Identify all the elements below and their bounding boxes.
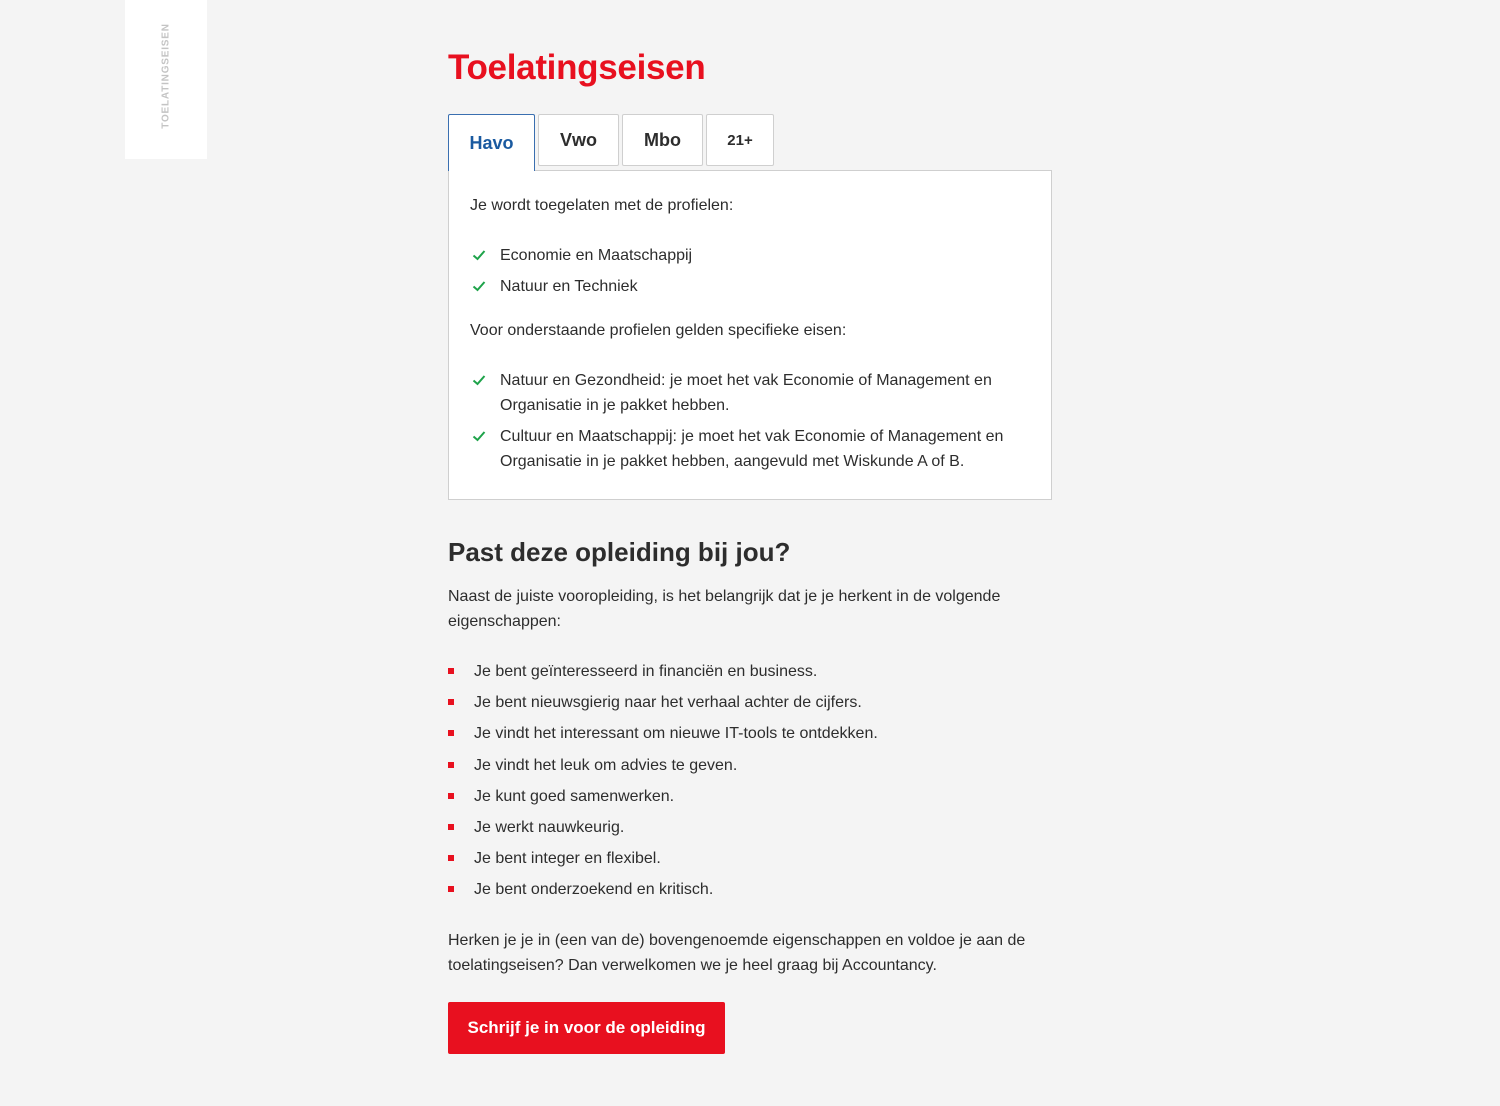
trait-label: Je kunt goed samenwerken. <box>474 787 675 805</box>
specific-list <box>470 368 1030 474</box>
list-item <box>448 846 878 871</box>
traits-list <box>448 659 878 909</box>
check-icon <box>472 248 486 262</box>
list-item <box>448 753 878 778</box>
tab-mbo[interactable]: Mbo <box>622 114 703 166</box>
bullet-icon <box>448 793 454 799</box>
bullet-icon <box>448 855 454 861</box>
profile-label: Economie en Maatschappij <box>500 247 693 264</box>
list-item <box>448 721 878 746</box>
tab-havo[interactable]: Havo <box>448 114 535 171</box>
profile-list <box>470 243 1030 299</box>
bullet-icon <box>448 730 454 736</box>
page-title: Toelatingseisen <box>448 48 706 87</box>
check-icon <box>472 279 486 293</box>
fit-outro: Herken je je in (een van de) bovengenoemde eigenschappen en voldoe je aan de toelatingseisen? Dan verwelkomen we je heel graag bij Accountancy. <box>448 932 1026 974</box>
bullet-icon <box>448 668 454 674</box>
list-item <box>470 243 1030 268</box>
bullet-icon <box>448 699 454 705</box>
list-item <box>448 659 878 684</box>
trait-label: Je bent geïnteresseerd in financiën en business. <box>474 663 818 680</box>
trait-label: Je vindt het leuk om advies te geven. <box>474 756 738 774</box>
profile-label: Natuur en Techniek <box>500 278 638 295</box>
check-icon <box>472 429 486 443</box>
list-item <box>448 815 878 840</box>
side-label-text: TOELATINGSEISEN <box>160 23 172 129</box>
specific-label: Natuur en Gezondheid: je moet het vak Economie of Management en Organisatie in je pakket hebben. <box>500 372 992 414</box>
trait-label: Je bent nieuwsgierig naar het verhaal achter de cijfers. <box>474 694 862 712</box>
section-side-label <box>125 0 207 159</box>
list-item <box>448 877 878 902</box>
specific-intro: Voor onderstaande profielen gelden specifieke eisen: <box>470 322 847 339</box>
list-item <box>470 274 1030 299</box>
list-item <box>470 368 1030 418</box>
trait-label: Je werkt nauwkeurig. <box>474 818 625 836</box>
enroll-button[interactable]: Schrijf je in voor de opleiding <box>448 1002 725 1054</box>
list-item <box>448 690 878 715</box>
trait-label: Je bent integer en flexibel. <box>474 850 661 868</box>
tab-panel-havo <box>448 170 1052 500</box>
panel-intro: Je wordt toegelaten met de profielen: <box>470 197 734 214</box>
bullet-icon <box>448 886 454 892</box>
fit-intro: Naast de juiste vooropleiding, is het belangrijk dat je je herkent in de volgende eigenschappen: <box>448 588 1001 630</box>
tab-vwo[interactable]: Vwo <box>538 114 619 166</box>
trait-label: Je vindt het interessant om nieuwe IT-tools te ontdekken. <box>474 725 878 743</box>
trait-label: Je bent onderzoekend en kritisch. <box>474 881 714 899</box>
list-item <box>448 784 878 809</box>
list-item <box>470 424 1030 474</box>
check-icon <box>472 373 486 387</box>
tab-21plus[interactable]: 21+ <box>706 114 774 166</box>
bullet-icon <box>448 762 454 768</box>
specific-label: Cultuur en Maatschappij: je moet het vak Economie of Management en Organisatie in je pakket hebben, aangevuld met Wiskunde A of B. <box>500 428 1004 470</box>
bullet-icon <box>448 824 454 830</box>
section-title: Past deze opleiding bij jou? <box>448 537 791 567</box>
